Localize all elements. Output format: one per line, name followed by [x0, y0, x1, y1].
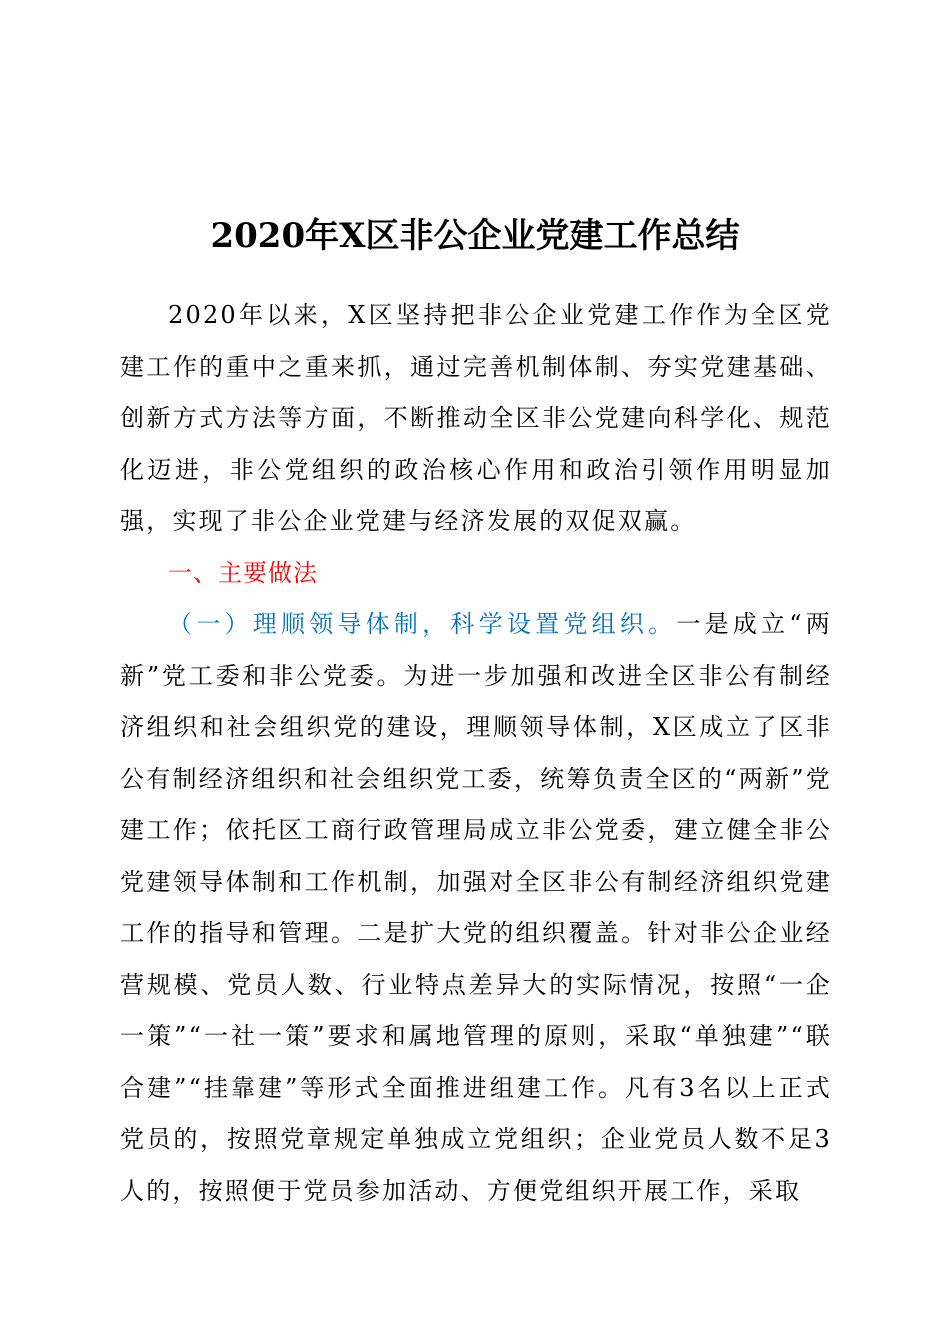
document-body [120, 290, 832, 1217]
document-title: 2020年X区非公企业党建工作总结 [210, 216, 740, 256]
subsection-body: 一是成立“两新”党工委和非公党委。为进一步加强和改进全区非公有制经济组织和社会组织党的建设，理顺领导体制，X区成立了区非公有制经济组织和社会组织党工委，统筹负责全区的“两新”党建工作；依托区工商行政管理局成立非公党委，建立健全非公党建领导体制和工作机制，加强对全区非公有制经济组织党建工作的指导和管理。二是扩大党的组织覆盖。针对非公企业经营规模、党员人数、行业特点差异大的实际情况，按照“一企一策”“一社一策”要求和属地管理的原则，采取“单独建”“联合建”“挂靠建”等形式全面推进组建工作。凡有3名以上正式党员的，按照党章规定单独成立党组织；企业党员人数不足3人的，按照便于党员参加活动、方便党组织开展工作，采取 [120, 610, 832, 1205]
subsection-heading: （一）理顺领导体制，科学设置党组织。 [168, 610, 677, 638]
section-heading: 一、主要做法 [168, 558, 318, 587]
subsection-paragraph [120, 599, 832, 1217]
intro-paragraph: 2020年以来，X区坚持把非公企业党建工作作为全区党建工作的重中之重来抓，通过完善机制体制、夯实党建基础、创新方式方法等方面，不断推动全区非公党建向科学化、规范化迈进，非公党组织的政治核心作用和政治引领作用明显加强，实现了非公企业党建与经济发展的双促双赢。 [120, 301, 832, 535]
